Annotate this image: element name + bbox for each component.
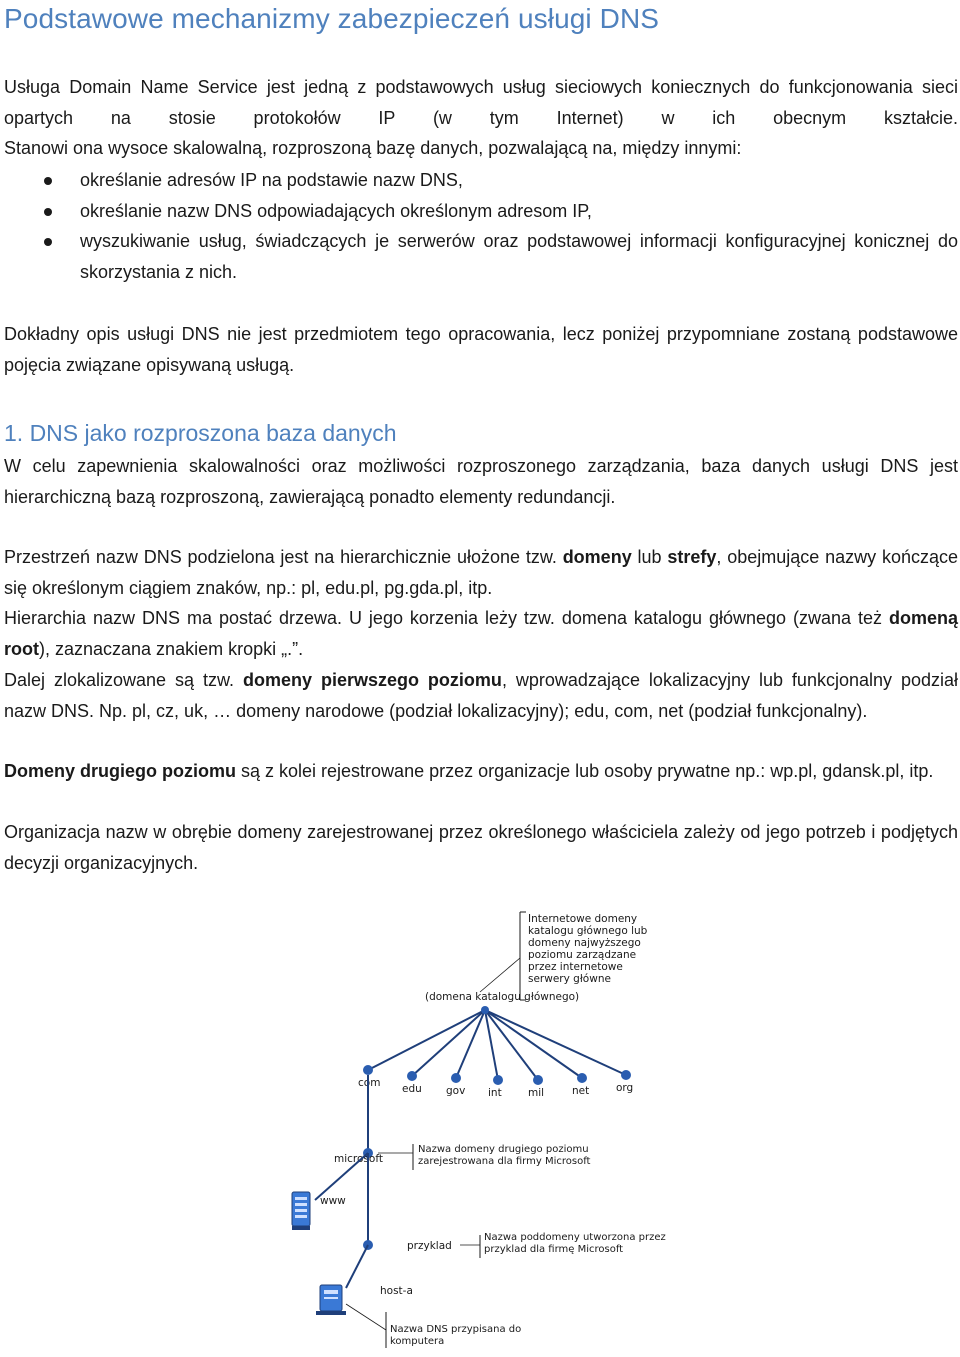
tld-node-edu bbox=[407, 1071, 417, 1081]
second-level-note bbox=[378, 1144, 591, 1170]
section-paragraph-4: Dalej zlokalizowane są tzw. domeny pierwszego poziomu, wprowadzające lokalizacyjny lub funkcjonalny podział nazw DNS. Np. pl, cz, uk, … domeny narodowe (podział lokalizacyjny); edu, com, net (podział funkcjonalny). bbox=[4, 670, 958, 721]
list-item: określanie adresów IP na podstawie nazw DNS, bbox=[0, 165, 958, 196]
tld-branch-mil bbox=[485, 1010, 538, 1080]
page-title: Podstawowe mechanizmy zabezpieczeń usługi DNS bbox=[4, 3, 660, 34]
bullet-icon bbox=[44, 177, 52, 185]
tld-label-edu: edu bbox=[402, 1083, 422, 1095]
tld-node-int bbox=[493, 1075, 503, 1085]
tld-branch-com bbox=[368, 1010, 485, 1070]
note-line: Nazwa DNS przypisana do bbox=[390, 1324, 522, 1335]
root-note-text bbox=[528, 913, 648, 985]
term-domena-root: domeną root bbox=[4, 608, 958, 659]
tld-node-gov bbox=[451, 1073, 461, 1083]
root-node bbox=[481, 1006, 489, 1014]
term-strefy: strefy bbox=[667, 547, 717, 567]
tld-branch-org bbox=[485, 1010, 626, 1075]
host-label: host-a bbox=[380, 1285, 413, 1297]
list-item: określanie nazw DNS odpowiadających określonym adresom IP, bbox=[0, 196, 958, 227]
section-paragraph-1: W celu zapewnienia skalowalności oraz możliwości rozproszonego zarządzania, baza danych usługi DNS jest hierarchiczną bazą rozproszoną, zawierającą ponadto elementy redundancji. bbox=[4, 456, 958, 507]
server-icon bbox=[292, 1192, 310, 1230]
tld-branch-gov bbox=[456, 1010, 485, 1078]
note-line: katalogu głównego lub bbox=[528, 925, 648, 937]
intro-paragraph-1: Usługa Domain Name Service jest jedną z podstawowych usług sieciowych koniecznych do funkcjonowania sieci opartych na stosie protokołów IP (w tym Internet) w ich obecnym kształcie. bbox=[4, 77, 958, 128]
note-line: poziomu zarządzane bbox=[528, 949, 637, 961]
host-note bbox=[346, 1304, 521, 1348]
note-line: serwery główne bbox=[528, 973, 611, 985]
note-paragraph: Dokładny opis usługi DNS nie jest przedmiotem tego opracowania, lecz poniżej przypomniane zostaną podstawowe pojęcia związane opisywaną usługą. bbox=[4, 324, 958, 375]
note-line: Nazwa poddomeny utworzona przez bbox=[484, 1232, 666, 1243]
section-paragraph-3: Hierarchia nazw DNS ma postać drzewa. U jego korzenia leży tzw. domena katalogu głównego (zwana też domeną root), zaznaczana znakiem kropki „.”. bbox=[4, 608, 958, 659]
tld-label-com: com bbox=[358, 1077, 381, 1089]
second-level-note-text bbox=[418, 1144, 591, 1167]
note-line: przez internetowe bbox=[528, 961, 623, 973]
intro-paragraph-2: Stanowi ona wysoce skalowalną, rozproszoną bazę danych, pozwalającą na, między innymi: bbox=[4, 138, 742, 158]
note-line: Internetowe domeny bbox=[528, 913, 638, 925]
tld-node-mil bbox=[533, 1075, 543, 1085]
tld-label-int: int bbox=[488, 1087, 502, 1099]
term-second-level: Domeny drugiego poziomu bbox=[4, 761, 236, 781]
second-level-label: microsoft bbox=[334, 1153, 383, 1165]
note-line: domeny najwyższego bbox=[528, 937, 641, 949]
tld-label-net: net bbox=[572, 1085, 590, 1097]
tld-node-net bbox=[577, 1073, 587, 1083]
www-label: www bbox=[320, 1195, 346, 1207]
term-first-level: domeny pierwszego poziomu bbox=[242, 670, 502, 690]
section-paragraph-2: Przestrzeń nazw DNS podzielona jest na hierarchicznie ułożone tzw. domeny lub strefy, obejmujące nazwy kończące się określonym ciągiem znaków, np.: pl, edu.pl, pg.gda.pl, itp. bbox=[4, 547, 958, 598]
bullet-icon bbox=[44, 238, 52, 246]
note-line: Nazwa domeny drugiego poziomu bbox=[418, 1144, 589, 1155]
tld-branches bbox=[368, 1010, 626, 1080]
computer-icon bbox=[316, 1285, 346, 1315]
section-paragraph-5: Domeny drugiego poziomu są z kolei rejestrowane przez organizacje lub osoby prywatne np.: wp.pl, gdansk.pl, itp. bbox=[4, 761, 934, 781]
tld-label-org: org bbox=[616, 1082, 634, 1094]
note-line: zarejestrowana dla firmy Microsoft bbox=[418, 1156, 591, 1167]
tld-node-com bbox=[363, 1065, 373, 1075]
section-heading: 1. DNS jako rozproszona baza danych bbox=[4, 420, 397, 446]
list-item: wyszukiwanie usług, świadczących je serwerów oraz podstawowej informacji konfiguracyjnej konicznej do skorzystania z nich. bbox=[0, 226, 958, 287]
capabilities-list bbox=[0, 165, 958, 287]
note-line: komputera bbox=[390, 1336, 445, 1347]
sub-label: przyklad bbox=[407, 1240, 452, 1252]
tld-label-mil: mil bbox=[528, 1087, 545, 1099]
sub-note-text bbox=[484, 1232, 666, 1255]
bullet-icon bbox=[44, 208, 52, 216]
root-label: (domena katalogu głównego) bbox=[425, 991, 580, 1003]
tld-branch-int bbox=[485, 1010, 498, 1080]
tld-label-gov: gov bbox=[446, 1085, 466, 1097]
host-note-text bbox=[390, 1324, 521, 1347]
root-callout bbox=[480, 912, 648, 1000]
dns-tree-diagram bbox=[280, 900, 700, 1350]
tld-node-org bbox=[621, 1070, 631, 1080]
term-domeny: domeny bbox=[562, 547, 632, 567]
tld-branch-net bbox=[485, 1010, 582, 1078]
section-paragraph-6: Organizacja nazw w obrębie domeny zarejestrowanej przez określonego właściciela zależy od jego potrzeb i podjętych decyzji organizacyjnych. bbox=[4, 822, 958, 873]
tld-branch-edu bbox=[412, 1010, 485, 1076]
note-line: przyklad dla firmę Microsoft bbox=[484, 1244, 624, 1255]
sub-note bbox=[460, 1232, 666, 1258]
